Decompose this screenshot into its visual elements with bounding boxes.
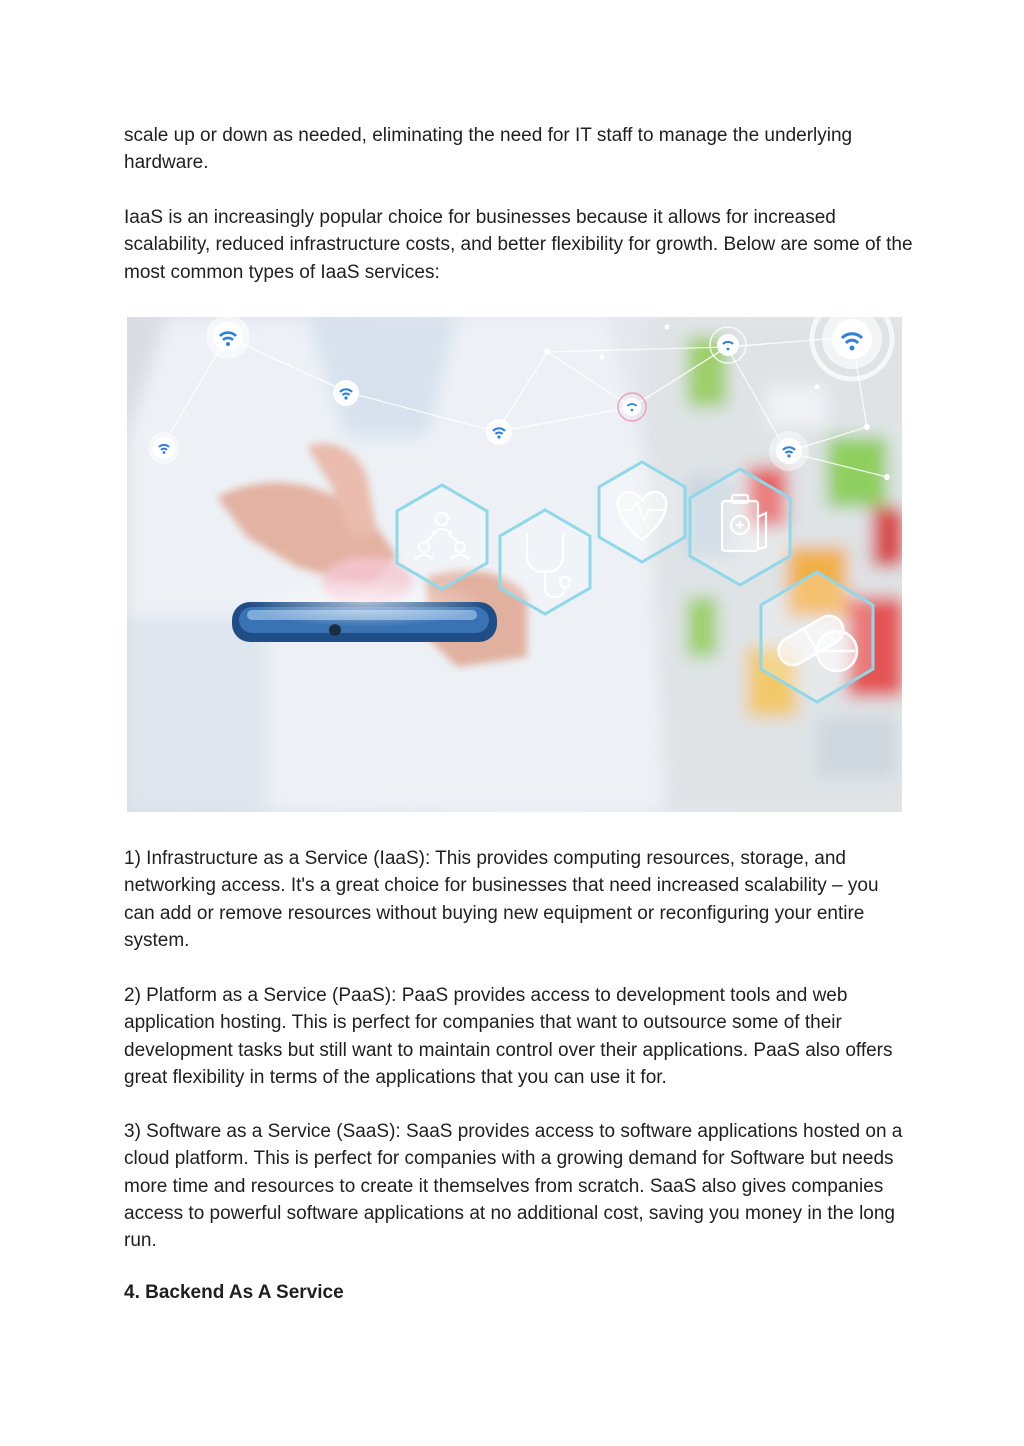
paragraph-intro-continuation: scale up or down as needed, eliminating the need for IT staff to manage the underlying hardware. bbox=[124, 125, 853, 174]
paragraph-paas: 2) Platform as a Service (PaaS): PaaS provides access to development tools and web application hosting. This is perfect for companies that want to outsource some of their development tasks but still want to maintain control over their applications. PaaS also offers great flexibility in terms of the applications that you can use it for. bbox=[124, 985, 893, 1088]
section-heading-backend-as-a-service: 4. Backend As A Service bbox=[124, 1282, 344, 1303]
paragraph-iaas-overview: IaaS is an increasingly popular choice for businesses because it allows for increased scalability, reduced infrastructure costs, and better flexibility for growth. Below are some of the most common types of IaaS services: bbox=[124, 207, 913, 283]
paragraph-iaas: 1) Infrastructure as a Service (IaaS): This provides computing resources, storage, and networking access. It's a great choice for businesses that need increased scalability – you can add or remove resources without buying new equipment or reconfiguring your entire system. bbox=[124, 848, 879, 951]
pharmacist-tablet-illustration bbox=[127, 317, 902, 812]
paragraph-saas: 3) Software as a Service (SaaS): SaaS provides access to software applications hosted on a cloud platform. This is perfect for companies with a growing demand for Software but needs more time and resources to create it themselves from scratch. SaaS also gives companies access to powerful software applications at no additional cost, saving you money in the long run. bbox=[124, 1121, 903, 1252]
